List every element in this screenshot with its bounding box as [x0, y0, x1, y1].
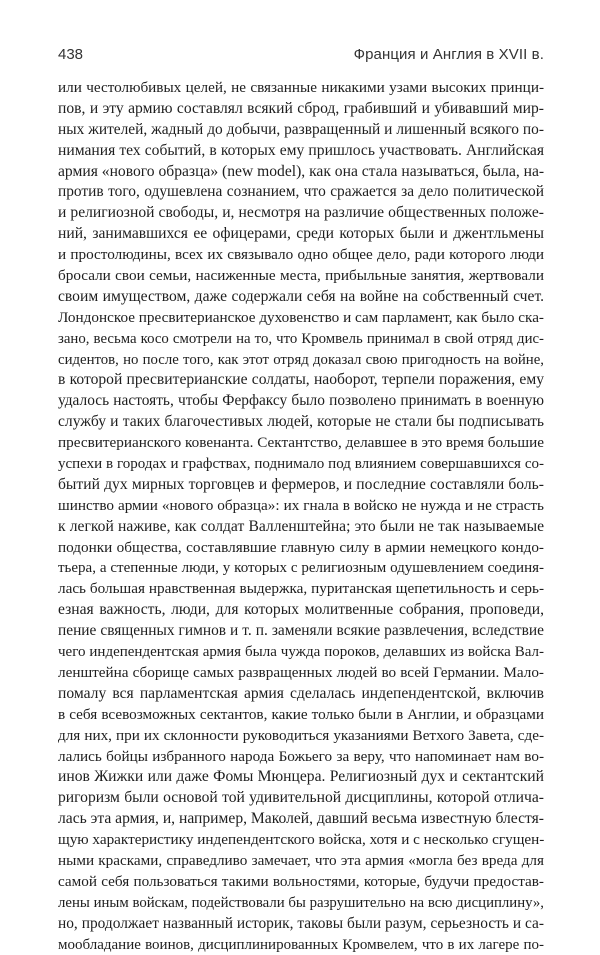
text-line: ригоризм были основой той удивительной дисциплины, которой отлича-: [58, 789, 544, 807]
text-line: успехи в городах и графствах, поднимало под влиянием совершавшихся со-: [58, 456, 544, 473]
text-line: ний, занимавшихся ее офицерами, среди которых были и джентльмены: [58, 225, 544, 243]
text-line: или честолюбивых целей, не связанные никакими узами высоких принци-: [58, 79, 544, 96]
text-line: помалу вся парламентская армия сделалась индепендентской, включив: [58, 684, 544, 702]
text-line: пов, и эту армию составлял всякий сброд, грабивший и убивавший мир-: [58, 99, 544, 117]
text-line: в себя всевозможных сектантов, какие только были в Англии, и образцами: [58, 705, 544, 723]
running-title: Франция и Англия в XVII в.: [353, 46, 544, 63]
text-line: для них, при их склонности руководиться указаниями Ветхого Завета, сде-: [58, 726, 544, 744]
text-line: и простолюдины, всех их связывало одно общее дело, ради которого люди: [58, 246, 544, 264]
text-line: лась большая нравственная выдержка, пуританская щепетильность и серь-: [58, 580, 544, 598]
text-line: пресвитерианского ковенанта. Сектантство, делавшее в это время большие: [58, 434, 544, 452]
text-line: нимания тех событий, в которых ему пришлось участвовать. Английская: [58, 141, 544, 159]
text-line: но, продолжает названный историк, таковы были разум, серьезность и са-: [58, 914, 544, 932]
text-line: бытий дух мирных торговцев и фермеров, и последние составляли боль-: [58, 475, 544, 493]
text-line: подонки общества, составлявшие главную силу в армии немецкого кондо-: [58, 538, 544, 556]
text-line: Лондонское пресвитерианское духовенство и сам парламент, как было ска-: [58, 308, 544, 326]
body-text: [58, 78, 544, 955]
text-line: к легкой наживе, как солдат Валленштейна; это были не так называемые: [58, 517, 544, 535]
text-line: армия «нового образца» (new model), как она стала называться, была, на-: [58, 162, 545, 180]
text-line: своим имуществом, даже содержали себя на войне на собственный счет.: [58, 287, 544, 305]
text-line: ных жителей, жадный до добычи, развращенный и лишенный всякого по-: [58, 120, 544, 138]
page-header: [58, 46, 544, 68]
text-line: инов Жижки или даже Фомы Мюнцера. Религиозный дух и сектантский: [58, 768, 544, 786]
page-number: 438: [58, 46, 84, 63]
text-line: против того, одушевлена сознанием, что сражается за дело политической: [58, 183, 544, 201]
text-line: бросали свои семьи, насиженные места, прибыльные занятия, жертвовали: [58, 267, 544, 285]
text-line: мообладание воинов, дисциплинированных Кромвелем, что в их лагере по-: [58, 936, 544, 953]
text-line: сидентов, но после того, как этот отряд доказал свою пригодность на войне,: [58, 351, 544, 368]
text-line: ными красками, справедливо замечает, что эта армия «могла без вреда для: [58, 851, 544, 869]
text-line: пение священных гимнов и т. п. заменяли всякие развлечения, вследствие: [58, 622, 544, 640]
text-line: езная важность, люди, для которых молитвенные собрания, проповеди,: [58, 601, 544, 619]
text-line: службу и таких благочестивых людей, которые не стали бы подписывать: [58, 413, 544, 431]
text-line: самой себя пользоваться такими вольностями, которые, будучи предостав-: [58, 872, 544, 890]
text-line: лались бойцы избранного народа Божьего за веру, что напоминает нам во-: [58, 747, 544, 765]
text-line: щую характеристику индепендентского войска, хотя и с несколько сгущен-: [58, 831, 545, 849]
text-line: лены иным войскам, подействовали бы разрушительно на всю дисциплину»,: [58, 894, 544, 911]
text-line: зано, весьма косо смотрели на то, что Кромвель принимал в свой отряд дис-: [58, 330, 544, 347]
text-line: удалось настоять, чтобы Ферфаксу было позволено принимать в военную: [58, 392, 544, 410]
text-line: тьера, а степенные люди, у которых с религиозным одушевлением соединя-: [58, 560, 544, 577]
text-line: лась эта армия, и, например, Маколей, давший весьма известную блестя-: [58, 810, 544, 828]
text-line: и религиозной свободы, и, несмотря на различие общественных положе-: [58, 204, 544, 222]
text-line: ленштейна сборище самых развращенных людей во всей Германии. Мало-: [58, 663, 544, 681]
text-line: шинство армии «нового образца»: их гнала в войско не нужда и не страсть: [58, 496, 544, 514]
text-line: в которой пресвитерианские солдаты, наоборот, терпели поражения, ему: [58, 371, 544, 389]
text-line: чего индепендентская армия была чужда пороков, делавших из войска Вал-: [58, 644, 544, 661]
